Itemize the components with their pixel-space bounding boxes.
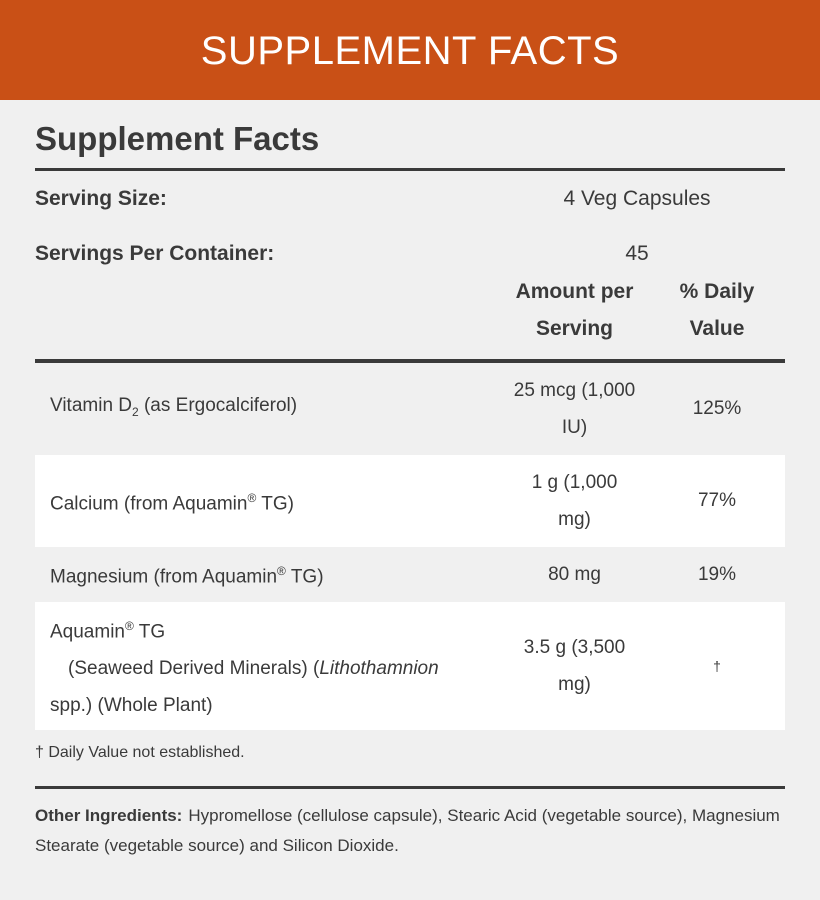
- nutrient-name: Aquamin® TG (Seaweed Derived Minerals) (Lithothamnion spp.) (Whole Plant): [50, 618, 439, 717]
- nutrient-name: Vitamin $D_2$ (as Ergocalciferol): [50, 395, 298, 419]
- footnote: † Daily Value not established.: [35, 744, 245, 761]
- nutrient-name: Calcium (from Aquamin® TG): [50, 490, 294, 515]
- dv-header-line1: % Daily: [679, 280, 755, 303]
- nutrient-row-magnesium: [35, 547, 785, 602]
- amount-per-serving-header: [497, 273, 652, 347]
- dv-header-line2: Value: [689, 317, 745, 340]
- nutrient-daily-value: †: [713, 658, 721, 674]
- nutrient-amount: 80 mg: [548, 564, 601, 585]
- nutrient-daily-value: 77%: [697, 490, 737, 511]
- nutrient-amount: 1 g (1,000 mg): [531, 472, 618, 530]
- nutrient-amount: 3.5 g (3,500 mg): [523, 637, 626, 695]
- nutrient-daily-value: 125%: [692, 398, 742, 419]
- other-ingredients-label: Other Ingredients:: [35, 806, 183, 825]
- nutrient-amount: 25 mcg (1,000 IU): [513, 380, 636, 438]
- daily-value-header: [652, 273, 782, 347]
- serving-size-value: 4 Veg Capsules: [563, 186, 711, 210]
- serving-size-label: Serving Size:: [35, 186, 167, 210]
- nutrient-name: Magnesium (from Aquamin® TG): [50, 564, 324, 588]
- banner-title: SUPPLEMENT FACTS: [200, 28, 620, 73]
- amount-header-line1: Amount per: [515, 280, 634, 303]
- other-ingredients: [35, 789, 785, 861]
- servings-per-container-value: 45: [625, 241, 649, 265]
- amount-header-line2: Serving: [535, 317, 614, 340]
- nutrient-daily-value: 19%: [697, 563, 737, 585]
- facts-title: Supplement Facts: [35, 120, 320, 157]
- nutrient-row-aquamin: [35, 602, 785, 730]
- supplement-facts-panel: [0, 100, 820, 861]
- column-header-row: [35, 281, 785, 359]
- other-ingredients-text: Hypromellose (cellulose capsule), Stearic Acid (vegetable source), Magnesium Stearate (vegetable source) and Silicon Dioxide.: [35, 806, 780, 855]
- serving-size-row: [35, 171, 785, 226]
- nutrient-row-vitamin-d2: [35, 363, 785, 455]
- banner: [0, 0, 820, 100]
- nutrient-row-calcium: [35, 455, 785, 547]
- servings-per-container-label: Servings Per Container:: [35, 241, 275, 265]
